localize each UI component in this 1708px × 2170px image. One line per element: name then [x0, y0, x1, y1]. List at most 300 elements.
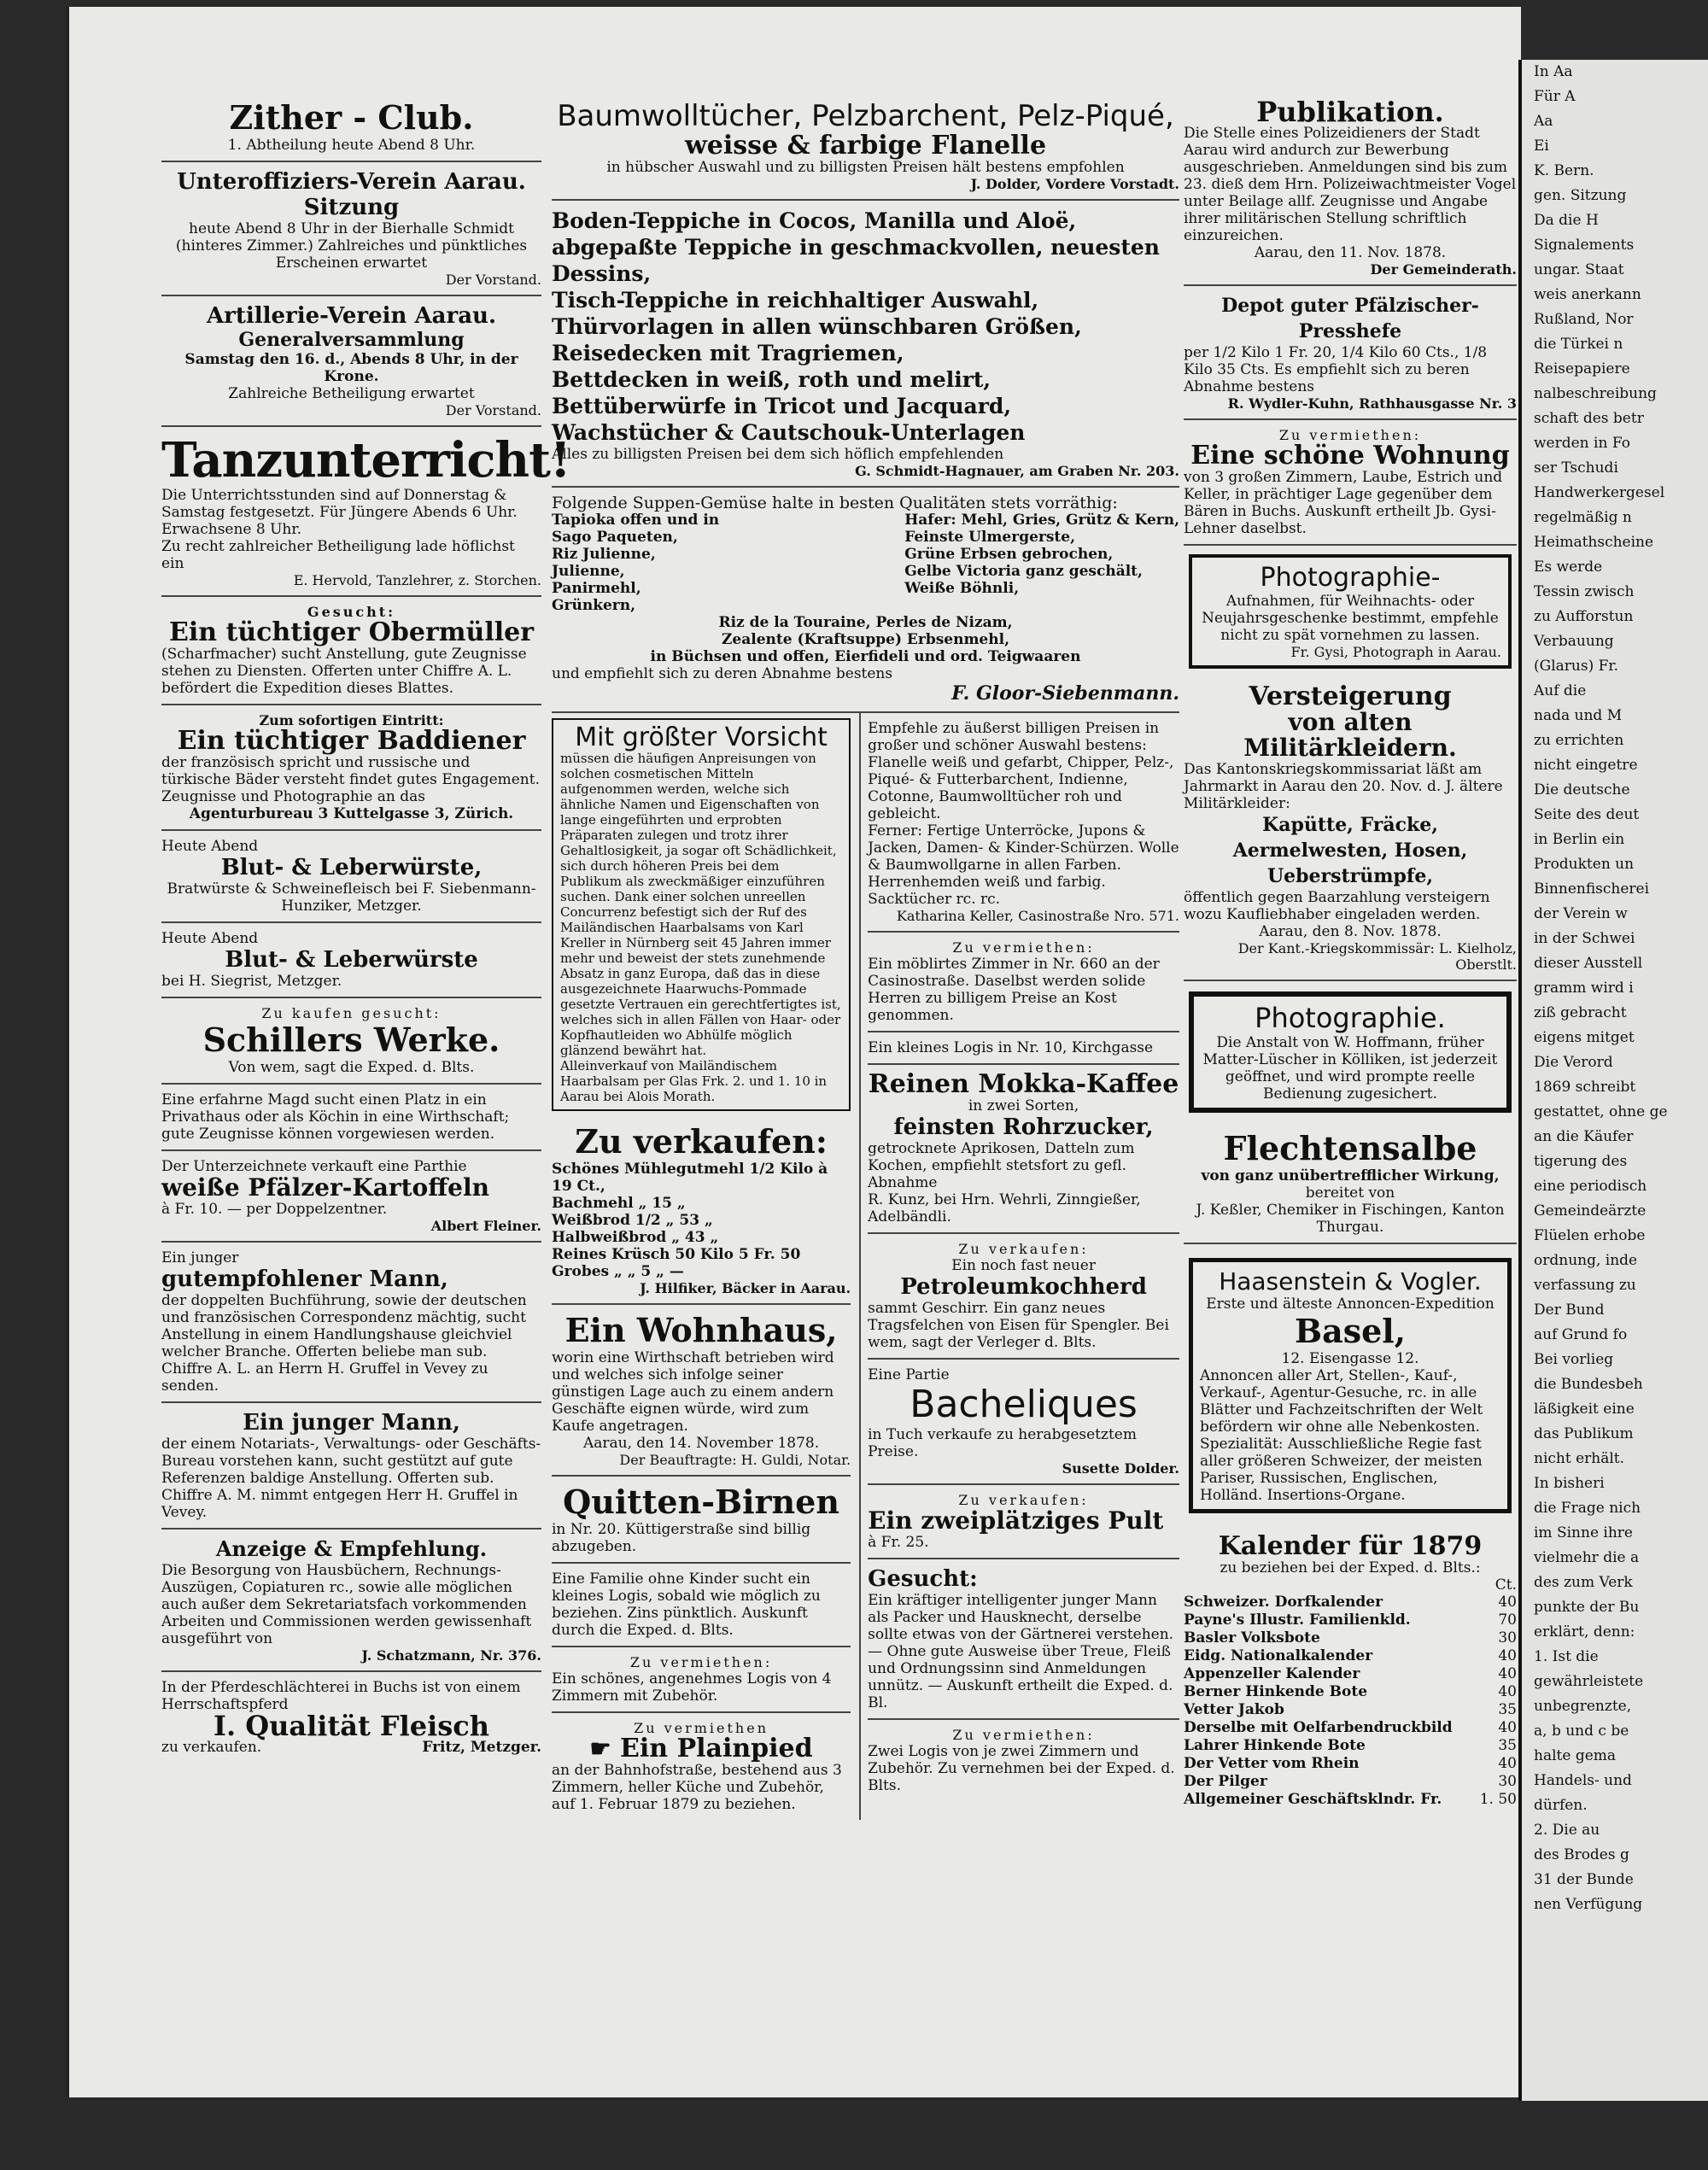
- schiller-text: Von wem, sagt die Exped. d. Blts.: [228, 1059, 475, 1076]
- kartoffel-sig: Albert Fleiner.: [430, 1218, 541, 1234]
- kalender-item: [1184, 1773, 1517, 1791]
- verm2-lead: Zu vermiethen:: [629, 1654, 773, 1670]
- kalender-item: [1184, 1701, 1517, 1719]
- kalender-price: 40: [1498, 1719, 1517, 1736]
- haas-text: Annoncen aller Art, Stellen-, Kauf-, Verkauf-, Agentur-Gesuche, rc. in alle Blätter und Fachzeitschriften der Welt befördern wir ohne alle Nebenkosten.: [1200, 1367, 1483, 1436]
- suppen-item: Julienne,: [552, 563, 625, 580]
- ad-mokka: [868, 1065, 1179, 1234]
- teppich-item: Bettüberwürfe in Tricot und Jacquard,: [552, 394, 1012, 418]
- gv-text: Samstag den 16. d., Abends 8 Uhr, in der Krone.: [184, 351, 518, 385]
- mid-left: [552, 713, 851, 1820]
- obermueller-text: (Scharfmacher) sucht Anstellung, gute Zeugnisse stehen zu Diensten. Offerten unter Chiffre A. L. befördert die Expedition dieses Blattes.: [161, 646, 527, 697]
- sitzung-sig: Der Vorstand.: [445, 272, 541, 288]
- fleisch-title: I. Qualität Fleisch: [213, 1710, 490, 1742]
- ad-familie: [552, 1564, 851, 1647]
- suppen-item: Hafer: Mehl, Gries, Grütz & Kern,: [904, 512, 1179, 529]
- blut2-sig: bei H. Siegrist, Metzger.: [161, 973, 342, 990]
- strip-line: Reisepapiere: [1534, 360, 1630, 377]
- anzeige-sig: J. Schatzmann, Nr. 376.: [361, 1647, 541, 1664]
- ad-flechtensalbe: [1184, 1123, 1517, 1244]
- suppen-sig: F. Gloor-Siebenmann.: [951, 682, 1179, 705]
- suppen-intro: Folgende Suppen-Gemüse halte in besten Qualitäten stets vorräthig:: [552, 494, 1118, 512]
- strip-line: In Aa: [1534, 63, 1573, 80]
- strip-line: 1869 schreibt: [1534, 1079, 1636, 1096]
- keller-sig: Katharina Keller, Casinostraße Nro. 571.: [896, 908, 1179, 924]
- strip-line: gramm wird i: [1534, 980, 1634, 997]
- vorsicht-text2: Alleinverkauf von Mailändischem Haarbalsam per Glas Frk. 2. und 1. 10 in Aarau bei Alois Morath.: [560, 1058, 828, 1104]
- plain-text: an der Bahnhofstraße, bestehend aus 3 Zimmern, heller Küche und Zubehör, auf 1. Februar 1879 zu beziehen.: [552, 1762, 842, 1813]
- strip-line: Da die H: [1534, 212, 1599, 229]
- suppen-text: und empfiehlt sich zu deren Abnahme bestens: [552, 665, 893, 682]
- wohnung-title: Eine schöne Wohnung: [1190, 441, 1510, 471]
- verk-line: Schönes Mühlegutmehl 1/2 Kilo à 19 Ct.,: [552, 1161, 828, 1195]
- verst-title2: von alten Militärkleidern.: [1243, 708, 1457, 762]
- strip-line: regelmäßig n: [1534, 509, 1632, 526]
- strip-line: (Glarus) Fr.: [1534, 658, 1619, 675]
- column-middle: [552, 92, 1179, 1820]
- suppen-right: [904, 512, 1179, 614]
- kalender-price: 40: [1498, 1594, 1517, 1611]
- bach-intro: Eine Partie: [868, 1366, 950, 1383]
- pub-title: Publikation.: [1256, 96, 1444, 128]
- verk-lines: [552, 1161, 851, 1280]
- magd-text: Eine erfahrne Magd sucht einen Platz in ein Privathaus oder als Köchin in eine Wirthschaft; gute Zeugnisse können vorgewiesen werden.: [161, 1091, 510, 1143]
- petrol-text: sammt Geschirr. Ein ganz neues Tragsfelchen von Eisen für Spengler. Bei wem, sagt der Verleger d. Blts.: [868, 1300, 1169, 1351]
- baddiener-title: Ein tüchtiger Baddiener: [177, 726, 526, 756]
- column-left: [161, 92, 570, 1763]
- quitten-title: Quitten-Birnen: [563, 1483, 839, 1521]
- flechten-sig: J. Keßler, Chemiker in Fischingen, Kanton Thurgau.: [1196, 1202, 1505, 1236]
- baum-sig: J. Dolder, Vordere Vorstadt.: [970, 176, 1179, 192]
- strip-line: In bisheri: [1534, 1475, 1605, 1492]
- kalender-name: Allgemeiner Geschäftsklndr. Fr.: [1184, 1791, 1442, 1808]
- verst-title: Versteigerung: [1249, 681, 1452, 711]
- verk-line: Bachmehl „ 15 „: [552, 1195, 686, 1212]
- verst-text: Das Kantonskriegskommissariat läßt am Jahrmarkt in Aarau den 20. Nov. d. J. ältere Militärkleider:: [1184, 761, 1503, 812]
- mokka-title: Reinen Mokka-Kaffee: [868, 1069, 1179, 1099]
- haas-city: Basel,: [1295, 1312, 1406, 1350]
- suppen-item: Feinste Ulmergerste,: [904, 529, 1076, 546]
- kalender-price: 40: [1498, 1755, 1517, 1772]
- logis-text: Ein kleines Logis in Nr. 10, Kirchgasse: [868, 1039, 1154, 1056]
- tanz-sig: E. Hervold, Tanzlehrer, z. Storchen.: [293, 572, 541, 588]
- strip-line: Es werde: [1534, 559, 1603, 576]
- blut1-text: Bratwürste & Schweinefleisch bei F. Siebenmann-Hunziker, Metzger.: [167, 880, 536, 915]
- vorsicht-text: müssen die häufigen Anpreisungen von solchen cosmetischen Mitteln aufgenommen werden, welche sich ähnliche Namen und Eigenschaften von lange eingeführten und erprobten Präparaten zulegen und trotz ihrer Gehaltlosigkeit, ja sogar oft Schädlichkeit, sich durch höheren Preis bei dem Publikum als zweckmäßiger einzuführen suchen. Dank einer solchen unreellen Concurrenz befestigt sich der Ruf des Mailändischen Haarbalsams von Karl Kreller in Nürnberg seit 45 Jahren immer mehr und beweist der stets zunehmende Absatz in ganz Europa, daß das in diese ausgezeichnete Haarwuchs-Pommade gesetzte Vertrauen ein gerechtfertigtes ist, welches sich in allen Fällen von Haar- oder Kopfhautleiden wo Abhülfe möglich glänzend bewährt hat.: [560, 751, 841, 1058]
- teppich-item: Bettdecken in weiß, roth und melirt,: [552, 367, 991, 392]
- verst-date: Aarau, den 8. Nov. 1878.: [1259, 923, 1442, 940]
- strip-line: gestattet, ohne ge: [1534, 1103, 1668, 1120]
- strip-line: gen. Sitzung: [1534, 187, 1627, 204]
- haas-sub: Erste und älteste Annoncen-Expedition: [1206, 1296, 1494, 1313]
- ges-title: Gesucht:: [868, 1566, 978, 1592]
- kalender-item: [1184, 1594, 1517, 1611]
- kalender-price: 35: [1498, 1701, 1517, 1718]
- kalender-price: 40: [1498, 1683, 1517, 1700]
- eintritt-lead: Zum sofortigen Eintritt:: [259, 712, 444, 728]
- quitten-text: in Nr. 20. Küttigerstraße sind billig abzugeben.: [552, 1521, 811, 1555]
- flechten-sub: von ganz unübertrefflicher Wirkung,: [1201, 1167, 1500, 1184]
- strip-line: die Türkei n: [1534, 336, 1623, 353]
- depot-text: per 1/2 Kilo 1 Fr. 20, 1/4 Kilo 60 Cts., 1/8 Kilo 35 Cts. Es empfiehlt sich zu beren Abnahme bestens: [1184, 344, 1488, 395]
- strip-line: dieser Ausstell: [1534, 955, 1643, 972]
- strip-line: K. Bern.: [1534, 162, 1594, 179]
- teppich-item: Boden-Teppiche in Cocos, Manilla und Aloë,: [552, 208, 1077, 233]
- kalender-item: [1184, 1611, 1517, 1629]
- strip-line: zu Aufforstun: [1534, 608, 1634, 625]
- suppen-item: Riz de la Touraine, Perles de Nizam,: [718, 614, 1013, 631]
- strip-line: werden in Fo: [1534, 435, 1630, 452]
- strip-line: nicht eingetre: [1534, 757, 1638, 774]
- strip-line: schaft des betr: [1534, 410, 1644, 427]
- verk-line: Reines Krüsch 50 Kilo 5 Fr. 50: [552, 1246, 801, 1263]
- ad-vorsicht: [552, 718, 851, 1111]
- strip-line: der Verein w: [1534, 905, 1628, 922]
- strip-line: Bei vorlieg: [1534, 1351, 1614, 1368]
- teppich-item: Reisedecken mit Tragriemen,: [552, 341, 904, 366]
- photo1-text: Aufnahmen, für Weihnachts- oder Neujahrsgeschenke bestimmt, empfehle nicht zu spät vornehmen zu lassen.: [1202, 593, 1499, 644]
- kalender-name: Appenzeller Kalender: [1184, 1665, 1360, 1682]
- kalender-name: Basler Volksbote: [1184, 1629, 1320, 1647]
- pub-text: Die Stelle eines Polizeidieners der Stadt Aarau wird andurch zur Bewerbung ausgeschrieben. Anmeldungen sind bis zum 23. dieß dem Hrn. Polizeiwachtmeister Vogel unter Beilage allf. Zeugnisse und Angabe ihrer militärischen Stellung schriftlich einzureichen.: [1184, 125, 1517, 244]
- strip-line: Auf die: [1534, 682, 1587, 699]
- strip-line: des zum Verk: [1534, 1574, 1633, 1591]
- strip-line: die Bundesbeh: [1534, 1376, 1643, 1393]
- kalender-list: [1184, 1594, 1517, 1809]
- zucker-title: feinsten Rohrzucker,: [893, 1114, 1154, 1140]
- ad-teppiche: [552, 201, 1179, 488]
- strip-line: im Sinne ihre: [1534, 1524, 1633, 1541]
- verm3-lead: Zu vermiethen: [634, 1720, 769, 1736]
- strip-line: Signalements: [1534, 237, 1635, 254]
- wohn-sig: Der Beauftragte: H. Guldi, Notar.: [619, 1452, 851, 1468]
- kalender-name: Eidg. Nationalkalender: [1184, 1647, 1373, 1664]
- ad-artillerie: [161, 296, 541, 427]
- zither-sub: 1. Abtheilung heute Abend 8 Uhr.: [227, 137, 476, 154]
- ad-haasenstein: [1189, 1258, 1512, 1513]
- ad-plainpied: [552, 1713, 851, 1820]
- pult-title: Ein zweiplätziges Pult: [868, 1506, 1164, 1535]
- depot-title: Depot guter Pfälzischer-Presshefe: [1221, 295, 1479, 342]
- strip-line: Handels- und: [1534, 1772, 1632, 1789]
- newspaper-page: [67, 7, 1521, 2097]
- verst-items: Kapütte, Fräcke, Aermelwesten, Hosen, Ueberstrümpfe,: [1232, 814, 1468, 887]
- suppen-left: [552, 512, 719, 614]
- haas-title: Haasenstein & Vogler.: [1219, 1267, 1482, 1296]
- mann1-title: gutempfohlener Mann,: [161, 1266, 448, 1292]
- photo1-sig: Fr. Gysi, Photograph in Aarau.: [1290, 644, 1501, 660]
- ad-photographie-2: [1189, 991, 1512, 1113]
- haas-addr: 12. Eisengasse 12.: [1281, 1350, 1419, 1367]
- strip-line: läßigkeit eine: [1534, 1401, 1635, 1418]
- kalender-name: Schweizer. Dorfkalender: [1184, 1594, 1383, 1611]
- strip-line: erklärt, denn:: [1534, 1623, 1635, 1641]
- gesucht-lead: Gesucht:: [307, 604, 396, 620]
- wohn-date: Aarau, den 14. November 1878.: [582, 1435, 820, 1452]
- kalender-item: [1184, 1737, 1517, 1755]
- ad-versteigerung: [1184, 677, 1517, 981]
- ad-photographie-1: [1189, 554, 1512, 669]
- baum-title: Baumwolltücher, Pelzbarchent, Pelz-Piqué,: [557, 99, 1174, 133]
- kalender-item: [1184, 1791, 1517, 1809]
- baum-sub: weisse & farbige Flanelle: [684, 131, 1047, 161]
- sitzung-title: Sitzung: [303, 195, 400, 220]
- strip-line: Flüelen erhobe: [1534, 1227, 1646, 1244]
- tanz-text: Die Unterrichtsstunden sind auf Donnerstag & Samstag festgesetzt. Für Jüngere Abends 6 Uhr. Erwachsene 8 Uhr.: [161, 487, 518, 538]
- haas-text2: Spezialität: Ausschließliche Regie fast aller größeren Schweizer, der meisten Pariser, Russischen, Englischen, Holländ. Insertions-Organe.: [1200, 1436, 1483, 1504]
- strip-line: Handwerkergesel: [1534, 484, 1665, 501]
- pub-sig: Der Gemeinderath.: [1370, 261, 1517, 278]
- strip-line: Für A: [1534, 88, 1576, 105]
- ad-magd: [161, 1085, 541, 1151]
- strip-line: 2. Die au: [1534, 1822, 1600, 1839]
- ad-obermueller: [161, 597, 541, 705]
- strip-line: an die Käufer: [1534, 1128, 1634, 1145]
- verk-line: Grobes „ „ 5 „ —: [552, 1263, 684, 1280]
- anzeige-text: Die Besorgung von Hausbüchern, Rechnungs-Auszügen, Copiaturen rc., sowie alle möglichen auch außer dem Sekretariatsfach vorkommenden Arbeiten und Commissionen werden gewissenhaft ausgeführt von: [161, 1562, 532, 1647]
- photo1-title: Photographie-: [1260, 563, 1441, 593]
- strip-line: a, b und c be: [1534, 1723, 1629, 1740]
- blut2-title: Blut- & Leberwürste: [225, 947, 478, 973]
- strip-line: des Brodes g: [1534, 1846, 1629, 1863]
- strip-line: Verbauung: [1534, 633, 1614, 650]
- wohnung-text: von 3 großen Zimmern, Laube, Estrich und Keller, in prächtiger Lage gegenüber dem Bären in Buchs. Auskunft ertheilt Jb. Gysi-Lehner daselbst.: [1184, 469, 1503, 537]
- ad-keller: [868, 713, 1179, 933]
- next-page-strip: [1518, 60, 1708, 2101]
- strip-line: auf Grund fo: [1534, 1326, 1628, 1343]
- obermueller-title: Ein tüchtiger Obermüller: [168, 617, 535, 647]
- strip-line: Gemeindeärzte: [1534, 1202, 1647, 1220]
- vorsicht-title: Mit größter Vorsicht: [575, 722, 828, 752]
- strip-line: das Publikum: [1534, 1425, 1634, 1442]
- verk-title: Zu verkaufen:: [575, 1122, 828, 1161]
- familie-text: Eine Familie ohne Kinder sucht ein kleines Logis, sobald wie möglich zu beziehen. Zins pünktlich. Auskunft durch die Exped. d. Blts.: [552, 1570, 821, 1639]
- heute-1: Heute Abend: [161, 838, 259, 855]
- strip-line: Die deutsche: [1534, 781, 1630, 798]
- verk3-lead: Zu verkaufen:: [958, 1492, 1089, 1508]
- strip-line: zu errichten: [1534, 732, 1624, 749]
- wohn-title: Ein Wohnhaus,: [564, 1311, 838, 1349]
- kal-sub: zu beziehen bei der Exped. d. Blts.:: [1220, 1559, 1481, 1576]
- teppich-item: Tisch-Teppiche in reichhaltiger Auswahl,: [552, 288, 1039, 313]
- strip-line: vielmehr die a: [1534, 1549, 1640, 1566]
- pointing-hand-icon: ☛: [589, 1734, 611, 1763]
- pub-date: Aarau, den 11. Nov. 1878.: [1254, 244, 1447, 261]
- ad-blutwurst-1: [161, 831, 541, 923]
- kalender-price: 30: [1498, 1629, 1517, 1647]
- fleisch-text: zu verkaufen.: [161, 1739, 262, 1756]
- kalender-item: [1184, 1719, 1517, 1737]
- verm1-text: Ein möblirtes Zimmer in Nr. 660 an der Casinostraße. Daselbst werden solide Herren zu billigem Preise an Kost genommen.: [868, 956, 1160, 1024]
- strip-line: 1. Ist die: [1534, 1648, 1599, 1665]
- flechten-title: Flechtensalbe: [1223, 1129, 1477, 1167]
- kalender-name: Der Vetter vom Rhein: [1184, 1755, 1360, 1772]
- ad-verm-4: [868, 1720, 1179, 1801]
- kalender-name: Vetter Jakob: [1184, 1701, 1284, 1718]
- strip-text: [1522, 60, 1708, 1917]
- ad-blutwurst-2: [161, 923, 541, 998]
- strip-line: tigerung des: [1534, 1153, 1628, 1170]
- verm4-lead: Zu vermiethen:: [952, 1727, 1095, 1743]
- strip-line: die Frage nich: [1534, 1500, 1641, 1517]
- column-right: [1184, 92, 1517, 1816]
- kalender-price: 40: [1498, 1665, 1517, 1682]
- ad-zither-club: [161, 92, 541, 162]
- ad-depot: [1184, 286, 1517, 420]
- kalender-name: Berner Hinkende Bote: [1184, 1683, 1368, 1700]
- teppich-item: Thürvorlagen in allen wünschbaren Größen,: [552, 314, 1082, 339]
- depot-sig: R. Wydler-Kuhn, Rathhausgasse Nr. 3: [1227, 395, 1517, 412]
- ad-petroleum: [868, 1234, 1179, 1360]
- strip-line: punkte der Bu: [1534, 1599, 1640, 1616]
- mokka-sub: in zwei Sorten,: [968, 1097, 1079, 1114]
- suppen-item: Grünkern,: [552, 597, 636, 614]
- ad-bacheliques: [868, 1360, 1179, 1485]
- tanz-title: Tanzunterricht!: [161, 432, 570, 488]
- strip-line: nada und M: [1534, 707, 1623, 724]
- strip-line: Rußland, Nor: [1534, 311, 1634, 328]
- photo2-title: Photographie.: [1255, 1002, 1446, 1034]
- kaufen-lead: Zu kaufen gesucht:: [261, 1005, 442, 1021]
- suppen-item: Riz Julienne,: [552, 546, 656, 563]
- strip-line: weis anerkann: [1534, 286, 1641, 303]
- strip-line: nen Verfügung: [1534, 1896, 1643, 1913]
- strip-line: in der Schwei: [1534, 930, 1635, 947]
- kal-unit: Ct.: [1494, 1576, 1517, 1594]
- blut1-title: Blut- & Leberwürste,: [220, 855, 483, 880]
- verm4-text: Zwei Logis von je zwei Zimmern und Zubehör. Zu vernehmen bei der Exped. d. Blts.: [868, 1743, 1175, 1794]
- suppen-item: in Büchsen und offen, Eierfideli und ord. Teigwaaren: [650, 648, 1081, 665]
- teppich-item: Wachstücher & Cautschouk-Unterlagen: [552, 420, 1026, 445]
- zither-title: Zither - Club.: [229, 98, 474, 137]
- strip-line: nicht erhält.: [1534, 1450, 1625, 1467]
- suppen-mid: [552, 614, 1179, 665]
- sitzung-text: heute Abend 8 Uhr in der Bierhalle Schmidt (hinteres Zimmer.) Zahlreiches und pünktliches Erscheinen erwartet: [175, 220, 528, 272]
- strip-line: Tessin zwisch: [1534, 583, 1635, 600]
- mid-right: [859, 713, 1179, 1820]
- suppen-item: Zealente (Kraftsuppe) Erbsenmehl,: [722, 631, 1009, 648]
- ad-kalender: [1184, 1527, 1517, 1816]
- kalender-name: Payne's Illustr. Familienkld.: [1184, 1611, 1411, 1629]
- kalender-item: [1184, 1665, 1517, 1683]
- kalender-name: Derselbe mit Oelfarbendruckbild: [1184, 1719, 1453, 1736]
- bach-title: Bacheliques: [910, 1383, 1138, 1426]
- suppen-item: Sago Paqueten,: [552, 529, 678, 546]
- ad-pult: [868, 1485, 1179, 1559]
- kalender-name: Lahrer Hinkende Bote: [1184, 1737, 1366, 1754]
- strip-line: ungar. Staat: [1534, 261, 1624, 278]
- strip-line: Heimathscheine: [1534, 534, 1654, 551]
- photo2-text: Die Anstalt von W. Hoffmann, früher Matter-Lüscher in Kölliken, ist jederzeit geöffnet, und wird prompte reelle Bedienung zugesichert.: [1202, 1034, 1498, 1103]
- strip-line: Binnenfischerei: [1534, 880, 1650, 898]
- petrol-title: Petroleumkochherd: [900, 1274, 1147, 1300]
- ad-wohnung: [1184, 420, 1517, 546]
- strip-line: ziß gebracht: [1534, 1004, 1627, 1021]
- strip-line: Seite des deut: [1534, 806, 1640, 823]
- verm-lead: Zu vermiethen:: [1278, 427, 1422, 443]
- suppen-item: Tapioka offen und in: [552, 512, 720, 529]
- wohn-text: worin eine Wirthschaft betrieben wird und welches sich infolge seiner günstigen Lage auch zu einem andern Geschäfte eignen würde, wird zum Kaufe angetragen.: [552, 1349, 834, 1435]
- strip-line: in Berlin ein: [1534, 831, 1625, 848]
- suppen-item: Gelbe Victoria ganz geschält,: [904, 563, 1143, 580]
- keller-text2: Ferner: Fertige Unterröcke, Jupons & Jacken, Damen- & Kinder-Schürzen. Wolle & Baumwollgarne in allen Farben. Herrenhemden weiß und farbig. Sacktücher rc. rc.: [868, 822, 1179, 908]
- strip-line: eine periodisch: [1534, 1178, 1647, 1195]
- gv-note: Zahlreiche Betheiligung erwartet: [228, 385, 475, 402]
- artillerie-title: Artillerie-Verein Aarau.: [207, 303, 496, 329]
- strip-line: unbegrenzte,: [1534, 1698, 1632, 1715]
- teppich-list: [552, 208, 1179, 446]
- schiller-title: Schillers Werke.: [202, 1021, 500, 1059]
- kalender-item: [1184, 1629, 1517, 1647]
- bach-text: in Tuch verkaufe zu herabgesetztem Preise.: [868, 1426, 1137, 1460]
- fleisch-sig: Fritz, Metzger.: [422, 1739, 541, 1756]
- kal-title: Kalender für 1879: [1218, 1531, 1483, 1561]
- mokka-text: getrocknete Aprikosen, Datteln zum Kochen, empfiehlt stetsfort zu gefl. Abnahme: [868, 1140, 1135, 1191]
- gv-title: Generalversammlung: [238, 329, 465, 351]
- uov-title: Unteroffiziers-Verein Aarau.: [177, 169, 526, 195]
- verm2-text: Ein schönes, angenehmes Logis von 4 Zimmern mit Zubehör.: [552, 1670, 832, 1705]
- pult-price: à Fr. 25.: [868, 1534, 929, 1551]
- baum-text: in hübscher Auswahl und zu billigsten Preisen hält bestens empfohlen: [606, 159, 1125, 176]
- keller-text: Empfehle zu äußerst billigen Preisen in großer und schöner Auswahl bestens: Flanelle weiß und gefarbt, Chipper, Pelz-, Piqué- & Futterbarchent, Indienne, Cotonne, Baumwolltücher roh und gebleicht.: [868, 720, 1174, 822]
- suppen-item: Weiße Böhnli,: [904, 580, 1020, 597]
- ad-schiller: [161, 998, 541, 1085]
- verk2-lead: Zu verkaufen:: [958, 1241, 1089, 1257]
- mann2-title: Ein junger Mann,: [243, 1410, 460, 1436]
- strip-line: Ei: [1534, 137, 1549, 155]
- fleisch-intro: In der Pferdeschlächterei in Buchs ist von einem Herrschaftspferd: [161, 1679, 521, 1713]
- teppich-item: abgepaßte Teppiche in geschmackvollen, neuesten Dessins,: [552, 235, 1160, 286]
- strip-line: ser Tschudi: [1534, 459, 1618, 477]
- anzeige-title: Anzeige & Empfehlung.: [215, 1536, 488, 1561]
- ges-text: Ein kräftiger intelligenter junger Mann als Packer und Hausknecht, derselbe sollte etwas von der Gärtnerei verstehen. — Ohne gute Ausweise über Treue, Fleiß und Ordnungssinn sind Anmeldungen unnütz. — Auskunft ertheilt die Exped. d. Bl.: [868, 1592, 1174, 1711]
- ad-suppen: [552, 488, 1179, 713]
- verk-sig: J. Hilfiker, Bäcker in Aarau.: [640, 1280, 851, 1296]
- ad-baddiener: [161, 705, 541, 831]
- strip-line: Der Bund: [1534, 1301, 1605, 1319]
- kalender-item: [1184, 1755, 1517, 1773]
- ad-baumwolle: [552, 92, 1179, 201]
- baddiener-sig: Agenturbureau 3 Kuttelgasse 3, Zürich.: [189, 805, 514, 822]
- mann2-text: der einem Notariats-, Verwaltungs- oder Geschäfts-Bureau vorstehen kann, sucht gestützt auf gute Referenzen baldige Anstellung. Offerten sub. Chiffre A. M. nimmt entgegen Herr H. Gruffel in Vevey.: [161, 1436, 541, 1521]
- ad-gesucht: [868, 1559, 1179, 1720]
- mokka-sig: R. Kunz, bei Hrn. Wehrli, Zinngießer, Adelbändli.: [868, 1191, 1141, 1225]
- verk-line: Halbweißbrod „ 43 „: [552, 1229, 719, 1246]
- kalender-price: 35: [1498, 1737, 1517, 1754]
- ad-verm-2: [552, 1647, 851, 1713]
- suppen-item: Grüne Erbsen gebrochen,: [904, 546, 1114, 563]
- bach-sig: Susette Dolder.: [1062, 1460, 1179, 1477]
- petrol-intro: Ein noch fast neuer: [951, 1257, 1096, 1274]
- mann1-text: der doppelten Buchführung, sowie der deutschen und französischen Correspondenz mächtig, sucht Anstellung in einem Handlungshause gleichviel welcher Branche. Offerten beliebe man sub. Chiffre A. L. an Herrn H. Gruffel in Vevey zu senden.: [161, 1292, 527, 1395]
- kalender-name: Der Pilger: [1184, 1773, 1267, 1790]
- kalender-item: [1184, 1647, 1517, 1665]
- ad-tanzunterricht: [161, 427, 570, 597]
- strip-line: ordnung, inde: [1534, 1252, 1638, 1269]
- strip-line: Die Verord: [1534, 1054, 1613, 1071]
- mid-split: [552, 713, 1179, 1820]
- verk-line: Weißbrod 1/2 „ 53 „: [552, 1212, 713, 1229]
- kalender-price: 40: [1498, 1647, 1517, 1664]
- strip-line: Aa: [1534, 113, 1553, 130]
- tep-sig: G. Schmidt-Hagnauer, am Graben Nr. 203.: [855, 463, 1179, 479]
- baddiener-text: der französisch spricht und russische und türkische Bäder versteht findet gutes Engagement. Zeugnisse und Photographie an das: [161, 754, 540, 805]
- ad-unteroffiziers: [161, 162, 541, 296]
- heute-2: Heute Abend: [161, 930, 259, 947]
- ad-wohnhaus: [552, 1305, 851, 1477]
- verst-sig: Der Kant.-Kriegskommissär: L. Kielholz, Oberstlt.: [1237, 940, 1517, 973]
- kalender-item: [1184, 1683, 1517, 1701]
